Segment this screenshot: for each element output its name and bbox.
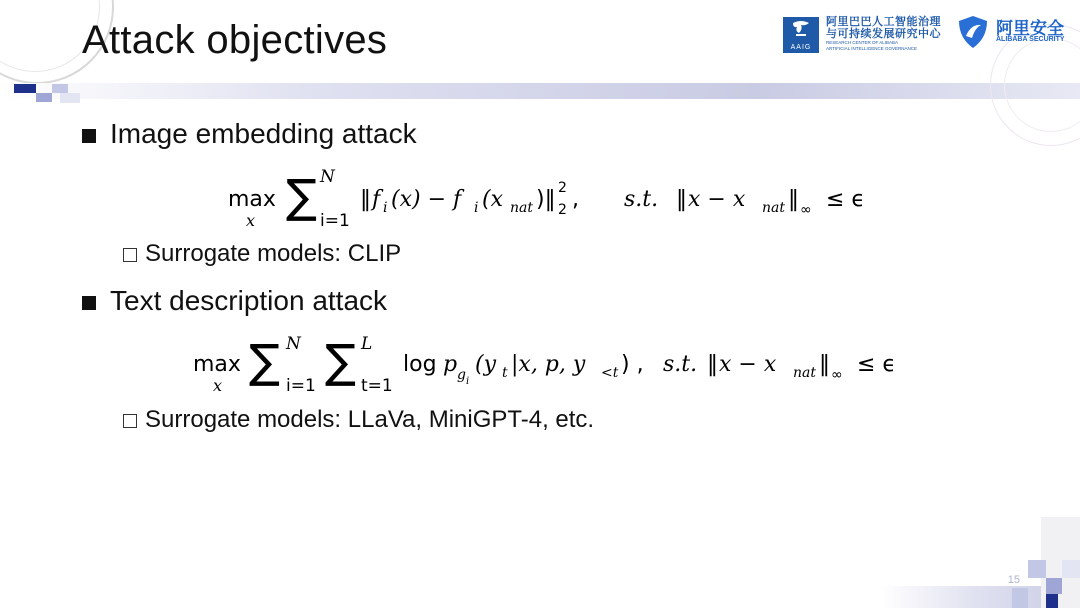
- bullet-square: [82, 296, 96, 310]
- svg-text:nat: nat: [793, 365, 816, 381]
- alibaba-security-shield-icon: [955, 14, 991, 50]
- formula-condition: s.t.: [624, 187, 659, 212]
- header-square: [14, 84, 36, 93]
- bullet-square: [82, 129, 96, 143]
- formula-sum1-upper: N: [286, 334, 301, 354]
- svg-text:g: g: [457, 367, 466, 383]
- header-band: [0, 83, 1080, 99]
- formula-sum1-lower: i=1: [286, 376, 316, 396]
- svg-text:≤ ϵ: ≤ ϵ: [857, 352, 896, 377]
- svg-text:∑: ∑: [325, 334, 356, 388]
- sub-bullet-surrogate-llava: Surrogate models: LLaVa, MiniGPT-4, etc.: [145, 406, 595, 433]
- formula-op: max: [193, 352, 241, 377]
- aaig-name-en-1: RESEARCH CENTER OF ALIBABA: [826, 40, 899, 45]
- svg-text:∑: ∑: [249, 334, 280, 388]
- svg-text:)‖: )‖: [536, 187, 556, 212]
- svg-text:‖: ‖: [788, 187, 799, 212]
- svg-text:‖: ‖: [360, 187, 371, 212]
- footer-square: [1012, 588, 1028, 608]
- formula-text-description: [193, 333, 953, 399]
- svg-text:(x: (x: [482, 187, 503, 212]
- aaig-emblem-icon: [783, 17, 819, 43]
- footer-square: [1046, 594, 1058, 608]
- sub-bullet-box: [123, 414, 137, 428]
- svg-text:2: 2: [558, 202, 567, 218]
- header-square: [60, 93, 80, 103]
- formula-sum2-upper: L: [361, 334, 373, 354]
- header-square: [52, 84, 68, 93]
- footer-square: [1046, 578, 1062, 594]
- svg-text:p: p: [443, 352, 458, 377]
- svg-text:∞: ∞: [800, 202, 812, 218]
- svg-text:(y: (y: [475, 352, 497, 377]
- footer-square: [1062, 560, 1080, 578]
- header-square: [36, 93, 52, 102]
- svg-text:∑: ∑: [286, 169, 317, 223]
- svg-text:i: i: [474, 200, 479, 216]
- svg-text:‖: ‖: [676, 187, 687, 212]
- svg-text:f: f: [372, 187, 381, 212]
- alibaba-security-name-cn: 阿里安全: [996, 19, 1064, 38]
- aaig-badge-text: AAIG: [790, 44, 812, 51]
- svg-text:nat: nat: [762, 200, 785, 216]
- bullet-heading-text-description: Text description attack: [110, 285, 388, 316]
- svg-text:) ,: ) ,: [621, 352, 644, 377]
- sub-bullet-surrogate-clip: Surrogate models: CLIP: [145, 240, 402, 267]
- svg-text:(x) − f: (x) − f: [391, 187, 462, 212]
- formula-op-sub: x: [246, 211, 256, 230]
- svg-text:log: log: [403, 352, 437, 377]
- aaig-logo: [783, 17, 819, 53]
- svg-text:≤ ϵ: ≤ ϵ: [826, 187, 865, 212]
- svg-text:,: ,: [572, 187, 579, 212]
- svg-text:|x, p, y: |x, p, y: [511, 352, 586, 377]
- formula-op: max: [228, 187, 276, 212]
- svg-text:t: t: [502, 365, 508, 381]
- sub-bullet-box: [123, 248, 137, 262]
- aaig-name-en-2: ARTIFICIAL INTELLIGENCE GOVERNANCE: [826, 46, 918, 51]
- aaig-name-cn-2: 与可持续发展研究中心: [826, 28, 941, 40]
- svg-text:x − x: x − x: [719, 352, 777, 377]
- page-number: 15: [1007, 574, 1020, 586]
- formula-condition: s.t.: [663, 352, 698, 377]
- formula-image-embedding: [228, 166, 928, 236]
- svg-text:‖: ‖: [707, 352, 718, 377]
- aaig-name: [826, 16, 941, 52]
- svg-text:∞: ∞: [831, 367, 843, 383]
- formula-sum2-lower: t=1: [361, 376, 393, 396]
- formula-sum-lower: i=1: [320, 211, 350, 231]
- footer-square: [1028, 560, 1046, 578]
- slide-title: Attack objectives: [82, 18, 388, 62]
- aaig-name-cn-1: 阿里巴巴人工智能治理: [826, 16, 941, 28]
- svg-text:2: 2: [558, 180, 567, 196]
- formula-op-sub: x: [213, 376, 223, 395]
- svg-text:<t: <t: [601, 365, 619, 381]
- svg-text:‖: ‖: [819, 352, 830, 377]
- svg-text:i: i: [466, 376, 470, 387]
- svg-text:nat: nat: [510, 200, 533, 216]
- svg-text:i: i: [383, 200, 388, 216]
- alibaba-security-name-en: ALIBABA SECURITY: [996, 36, 1065, 43]
- svg-text:x − x: x − x: [688, 187, 746, 212]
- bullet-heading-image-embedding: Image embedding attack: [110, 118, 417, 149]
- formula-sum-upper: N: [320, 167, 335, 187]
